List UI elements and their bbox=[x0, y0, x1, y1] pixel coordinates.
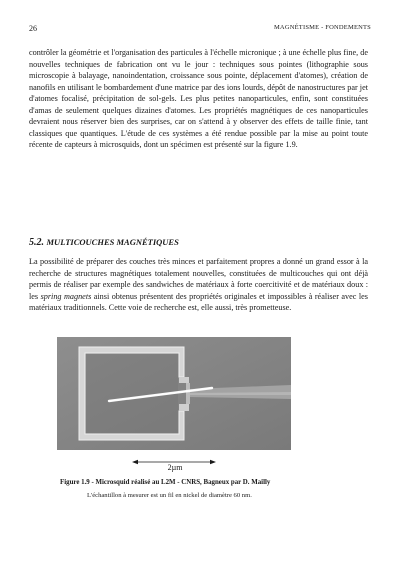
figure-note: L'échantillon à mesurer est un fil en nickel de diamètre 60 nm. bbox=[87, 492, 252, 499]
running-head: MAGNÉTISME - FONDEMENTS bbox=[273, 24, 371, 31]
page-header bbox=[29, 24, 371, 38]
section-title: MULTICOUCHES MAGNÉTIQUES bbox=[46, 237, 179, 247]
paragraph-2-text-start: La possibilité de préparer des couches très minces et parfaitement propres a donné un grand essor à la recherche de structures magnétiques totalement nouvelles, constituées de multicouches qui ont déjà permis de réaliser par exemple des sandwiches de matériaux à forte coercitivité et de matériaux doux : les bbox=[29, 257, 368, 301]
figure-caption: Figure 1.9 - Microsquid réalisé au L2M - CNRS, Bagneux par D. Mailly bbox=[60, 479, 271, 486]
paragraph-2-text-end: ainsi obtenus présentent des propriétés originales et impossibles à réaliser avec les matériaux traditionnels. Cette voie de recherche est, elle aussi, très prometteuse. bbox=[29, 291, 368, 312]
paragraph-2 bbox=[29, 256, 368, 314]
page-number: 26 bbox=[29, 24, 37, 33]
paragraph-2-emphasis: spring magnets bbox=[40, 291, 92, 301]
scale-label: 2µm bbox=[167, 463, 183, 472]
section-heading bbox=[29, 237, 179, 248]
section-number: 5.2. bbox=[29, 237, 44, 248]
microsquid-micrograph bbox=[57, 337, 291, 450]
paragraph-1: contrôler la géométrie et l'organisation des particules à l'échelle micronique ; à une échelle plus fine, de nouvelles techniques de fabrication ont vu le jour : techniques sous pointes (lithographie sous microscopie à balayage, nanoindentation, croissance sous pointe, déplacement d'atomes), création de nanofils en utilisant le bombardement d'une matrice par des ions lourds, dépôt de nanostructures par jet d'atomes focalisé, précipitation de sol-gels. Les plus petites nanoparticules, enfin, sont constituées d'amas de seulement quelques dizaines d'atomes. Les propriétés magnétiques de ces nanoparticules devraient nous réserver bien des surprises, car on s'attend à y observer des effets de taille finie, tant classiques que quantiques. L'étude de ces systèmes a été rendue possible par la mise au point toute récente de capteurs à microsquids, dont un spécimen est présenté sur la figure 1.9. bbox=[29, 48, 368, 149]
